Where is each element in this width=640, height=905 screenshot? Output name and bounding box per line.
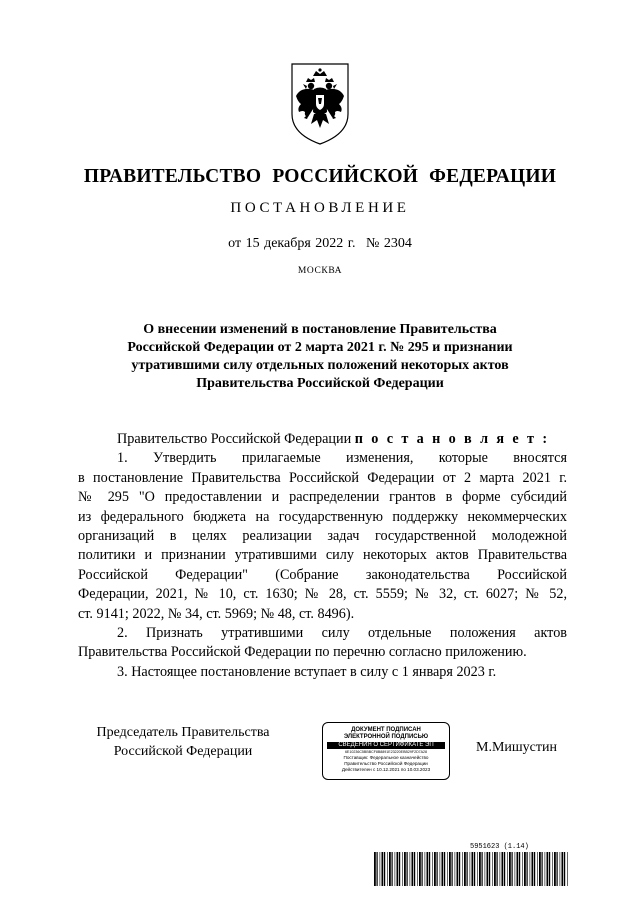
barcode-bar xyxy=(444,852,445,886)
paragraph-line: ст. 9141; 2022, № 34, ст. 5969; № 48, ст. 8496). xyxy=(78,605,355,622)
barcode-bar xyxy=(489,852,490,886)
barcode-bar xyxy=(384,852,385,886)
barcode-bar xyxy=(389,852,391,886)
document-date-line xyxy=(0,236,640,252)
barcode-number: 5951623 (1.14) xyxy=(470,843,529,851)
paragraph-2 xyxy=(78,624,567,663)
barcode-bar xyxy=(427,852,429,886)
barcode-bar xyxy=(399,852,400,886)
barcode-bar xyxy=(437,852,438,886)
barcode-bar xyxy=(522,852,523,886)
barcode-bar xyxy=(410,852,411,886)
paragraph-line: Правительства Российской Федерации по перечню согласно приложению. xyxy=(78,644,527,661)
barcode-bar xyxy=(524,852,526,886)
barcode-bar xyxy=(497,852,498,886)
barcode-bar xyxy=(487,852,489,886)
barcode-bar xyxy=(397,852,399,886)
barcode-bar xyxy=(457,852,459,886)
intro-verb: п о с т а н о в л я е т : xyxy=(354,431,550,447)
heading-line: Российской Федерации от 2 марта 2021 г. № 295 и признании xyxy=(127,340,513,355)
barcode-bar xyxy=(500,852,501,886)
barcode-bar xyxy=(494,852,496,886)
barcode-bar xyxy=(419,852,421,886)
paragraph-line: № 295 "О предоставлении и распределении грантов в форме субсидий xyxy=(78,489,567,506)
barcode-bar xyxy=(402,852,403,886)
barcode-bar xyxy=(417,852,418,886)
barcode-bar xyxy=(440,852,441,886)
stamp-issuer: Поставщик: Федеральное казначейство xyxy=(343,755,429,760)
barcode-bar xyxy=(479,852,481,886)
stamp-subtitle: ЭЛЕКТРОННОЙ ПОДПИСЬЮ xyxy=(343,734,429,740)
document-number: № 2304 xyxy=(365,236,412,251)
barcode-bar xyxy=(527,852,528,886)
barcode-bar xyxy=(552,852,553,886)
stamp-validity: Действителен с 10.12.2021 по 10.03.2023 xyxy=(341,767,431,772)
barcode-bar xyxy=(395,852,396,886)
barcode-bar xyxy=(442,852,444,886)
barcode-bar xyxy=(492,852,493,886)
barcode-bar xyxy=(429,852,430,886)
barcode-bar xyxy=(504,852,505,886)
stamp-owner: Правительство Российской Федерации xyxy=(344,761,428,766)
barcode-bar xyxy=(502,852,504,886)
heading-line: утратившими силу отдельных положений некоторых актов xyxy=(131,358,509,373)
paragraph-line: Российской Федерации" (Собрание законодательства Российской xyxy=(78,566,567,583)
barcode-bar xyxy=(455,852,456,886)
document-date: от 15 декабря 2022 г. xyxy=(228,236,356,251)
barcode-bar xyxy=(392,852,393,886)
barcode-bar xyxy=(509,852,511,886)
barcode-bar xyxy=(432,852,433,886)
barcode-bar xyxy=(414,852,415,886)
barcode-bar xyxy=(485,852,486,886)
paragraph-line: 2. Признать утратившими силу отдельные положения актов xyxy=(117,625,567,642)
barcode-bar xyxy=(447,852,448,886)
document-heading xyxy=(60,321,580,393)
barcode-bar xyxy=(459,852,460,886)
signer-position-line: Российской Федерации xyxy=(113,744,253,759)
barcode-bar xyxy=(412,852,414,886)
barcode-bar xyxy=(547,852,549,886)
electronic-signature-stamp xyxy=(322,722,450,780)
paragraph-1 xyxy=(78,449,567,624)
barcode-bar xyxy=(532,852,534,886)
barcode-bar xyxy=(382,852,384,886)
barcode-bar xyxy=(512,852,513,886)
intro-paragraph xyxy=(78,430,567,449)
barcode-bar xyxy=(507,852,508,886)
heading-line: О внесении изменений в постановление Правительства xyxy=(143,322,497,337)
barcode-bar xyxy=(467,852,468,886)
signer-position-line: Председатель Правительства xyxy=(96,725,270,740)
barcode-bar xyxy=(515,852,516,886)
barcode-bar xyxy=(474,852,475,886)
paragraph-3: 3. Настоящее постановление вступает в силу с 1 января 2023 г. xyxy=(117,663,497,680)
stamp-title: ДОКУМЕНТ ПОДПИСАН xyxy=(351,727,421,733)
paragraph-line: 1. Утвердить прилагаемые изменения, которые вносятся xyxy=(117,450,567,467)
paragraph-line: Федерации, 2021, № 10, ст. 1630; № 28, ст. 5559; № 32, ст. 6027; № 52, xyxy=(78,586,567,603)
barcode-bar xyxy=(530,852,531,886)
barcode-bar xyxy=(449,852,451,886)
barcode-bar xyxy=(519,852,520,886)
barcode-bar xyxy=(377,852,378,886)
barcode-bar xyxy=(534,852,535,886)
barcode-bar xyxy=(452,852,453,886)
paragraph-line: организаций в целях реализации задач государственной молодежной xyxy=(78,528,567,545)
barcode-bar xyxy=(549,852,550,886)
barcode-bar xyxy=(462,852,463,886)
heading-line: Правительства Российской Федерации xyxy=(196,376,444,391)
barcode-bar xyxy=(407,852,408,886)
stamp-certificate-id: 6E10236C5BBBCF8B8891E23220EBB29F2D7A28 xyxy=(344,750,428,754)
barcode-bar xyxy=(542,852,543,886)
barcode-bar xyxy=(434,852,436,886)
document-type: ПОСТАНОВЛЕНИЕ xyxy=(230,200,410,216)
stamp-certificate-header: СВЕДЕНИЯ О СЕРТИФИКАТЕ ЭП xyxy=(327,742,445,749)
barcode-bar xyxy=(545,852,546,886)
paragraph-line: в постановление Правительства Российской Федерации от 2 марта 2021 г. xyxy=(78,469,567,486)
barcode-bar xyxy=(564,852,565,886)
paragraph-line: из федерального бюджета на государственную поддержку некоммерческих xyxy=(78,508,567,525)
intro-prefix: Правительство Российской Федерации xyxy=(117,431,355,447)
paragraph-line: политики и признании утратившими силу некоторых актов Правительства xyxy=(78,547,567,564)
document-body xyxy=(78,430,567,682)
barcode-bar xyxy=(477,852,478,886)
signer-position xyxy=(78,723,288,761)
barcode-bar xyxy=(470,852,471,886)
barcode-bar xyxy=(539,852,541,886)
barcode-bar xyxy=(557,852,558,886)
barcode-bar xyxy=(425,852,426,886)
barcode-bar xyxy=(560,852,561,886)
barcode-bar xyxy=(472,852,474,886)
barcode-bar xyxy=(422,852,423,886)
signer-name: М.Мишустин xyxy=(476,740,557,755)
barcode-bar xyxy=(554,852,556,886)
document-city: МОСКВА xyxy=(297,266,343,276)
barcode-bar xyxy=(464,852,466,886)
barcode-bar xyxy=(482,852,483,886)
barcode-bar xyxy=(567,852,568,886)
barcode-bar xyxy=(374,852,376,886)
government-title: ПРАВИТЕЛЬСТВО РОССИЙСКОЙ ФЕДЕРАЦИИ xyxy=(83,166,557,187)
barcode-bar xyxy=(380,852,381,886)
barcode xyxy=(374,852,570,886)
barcode-bar xyxy=(562,852,564,886)
barcode-bar xyxy=(517,852,519,886)
barcode-bar xyxy=(537,852,538,886)
barcode-bar xyxy=(387,852,388,886)
barcode-bar xyxy=(404,852,406,886)
coat-of-arms-emblem xyxy=(289,62,351,146)
